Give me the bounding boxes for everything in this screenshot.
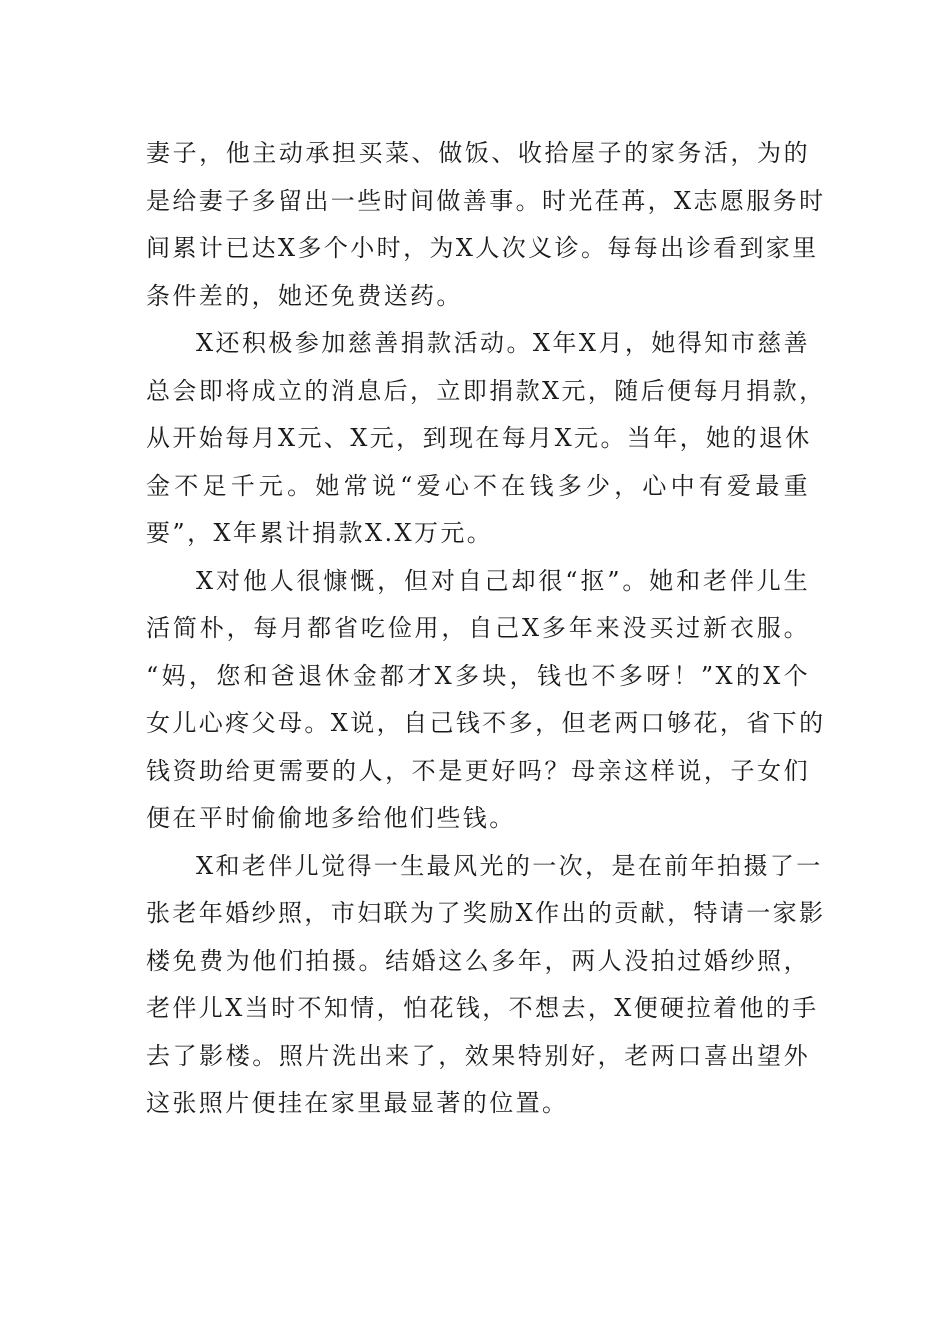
text-line: “妈，您和爸退休金都才X多块，钱也不多呀！”X的X个 xyxy=(146,661,810,690)
text-line: 条件差的，她还免费送药。 xyxy=(146,281,463,310)
paragraph-4 xyxy=(146,843,826,1128)
text-line: 去了影楼。照片洗出来了，效果特别好，老两口喜出望外 xyxy=(146,1041,810,1070)
text-line: 从开始每月X元、X元，到现在每月X元。当年，她的退休 xyxy=(146,424,812,452)
text-line: 女儿心疼父母。X说，自己钱不多，但老两口够花，省下的 xyxy=(146,709,826,737)
text-line: 这张照片便挂在家里最显著的位置。 xyxy=(146,1089,569,1117)
text-line: 便在平时偷偷地多给他们些钱。 xyxy=(146,804,516,832)
text-line: X对他人很慷慨，但对自己却很“抠”。她和老伴儿生 xyxy=(196,566,810,595)
text-line: 张老年婚纱照，市妇联为了奖励X作出的贡献，特请一家影 xyxy=(146,899,826,927)
text-line: 活简朴，每月都省吃俭用，自己X多年来没买过新衣服。 xyxy=(146,614,810,642)
text-line: 妻子，他主动承担买菜、做饭、收拾屋子的家务活，为的 xyxy=(146,139,810,167)
text-line: 要”，X年累计捐款X.X万元。 xyxy=(146,519,494,547)
text-line: 钱资助给更需要的人，不是更好吗？母亲这样说，子女们 xyxy=(146,756,810,785)
text-line: 总会即将成立的消息后，立即捐款X元，随后便每月捐款， xyxy=(146,376,826,405)
paragraph-2 xyxy=(146,320,826,558)
body-text xyxy=(146,130,826,1128)
text-line: 间累计已达X多个小时，为X人次义诊。每每出诊看到家里 xyxy=(146,234,819,262)
text-line: 楼免费为他们拍摄。结婚这么多年，两人没拍过婚纱照， xyxy=(146,946,810,975)
text-line: X和老伴儿觉得一生最风光的一次，是在前年拍摄了一 xyxy=(196,851,823,880)
text-line: 是给妻子多留出一些时间做善事。时光荏苒，X志愿服务时 xyxy=(146,186,826,215)
text-line: 老伴儿X当时不知情，怕花钱，不想去，X便硬拉着他的手 xyxy=(146,994,819,1022)
paragraph-3 xyxy=(146,558,826,843)
text-line: 金不足千元。她常说“爱心不在钱多少，心中有爱最重 xyxy=(146,471,810,500)
paragraph-1 xyxy=(146,130,826,320)
text-line: X还积极参加慈善捐款活动。X年X月，她得知市慈善 xyxy=(196,329,810,357)
